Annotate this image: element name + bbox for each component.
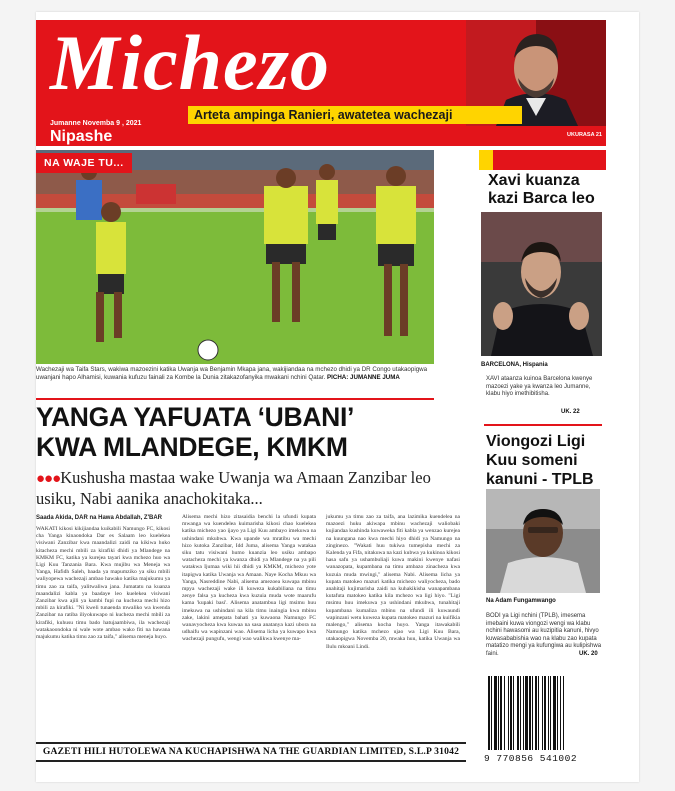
barcode-bar xyxy=(553,676,556,750)
barcode-bar xyxy=(529,676,531,750)
column-1-text: WAKATI kikosi kikijiandaa kuikabili Namungo FC, kikosi cha Yanga kinaondoka Dar es Salaam leo kuelekea visiwani Zanzibar kwa maandalizi zaidi na kikiwa huko kitacheza mechi mbili za kirafiki dhidi ya Mlandege na KMKM FC, katika ya kurejea tayari kwa mchezo huo wa Ligi Kuu Tanzania Bara. Kwa mujibu wa Meneja wa Yanga, Hafidh Saleh, baada ya mapumziko ya siku mbili waliyopewa wachezaji ambao hawako katika majukumu ya timu zao za taifa, yalitwaliwa jana. Jumatatu na kuanza maandalizi kabla ya baadaye leo kuelekea visiwani Zanzibar kwa ajili ya kambi fupi na kucheza mechi hizo mbili za kirafiki. "Ni kweli tunaenda mwaliko wa kwenda Zanzibar na ratiba iliyokuwapo ni kucheza mechi mbili za kirafiki, kuhusu timu bado hatujaambiwa, ila wachezaji watakaoondoka ni wale wote ambao wako fiti na hawana majukumu katika timu zao za taifa," alisema meneja huyo. xyxy=(36,526,170,641)
barcode-bar xyxy=(532,676,533,750)
barcode xyxy=(486,676,604,762)
column-3-text: jukumu ya timu zao za taifa, ana lazimika kuendelea na mazoezi huku akiwapa mbinu wachezaji waliobaki kujiandaa kushinda kuwaweka fiti kabla ya wenzao kurejea na kuungana nao kwa mechi hiyo dhidi ya Namungo na zinginezo. "Wakati huu tukiwa tumepisha mechi za Kalenda ya Fifa, nitakuwa na kazi kubwa ya kukinoa kikosi hasa safu ya ushambuliaji kuwa makini kwenye nafasi wanazopata, kupambana na timu ambazo zinacheza kwa kuzuia muda mwingi," alisema Nabi. Alisema licha ya kupata matokeo mazuri katika michezo waliyocheza, bado anahitaji kujimarisha zaidi na kuhakikisha wanapambana kutafuta matokeo katika kila mchezo wa ligi hiyo. "Ligi msimu huu imekuwa ya ushindani mkubwa, tunahitaji kupambana kumaliza mbinu na ufundi ili kuwaundi wapinzani wetu kuweza kupata matokeo mazuri na kuifikia malengo," alisema kocha huyo. Yanga itawakabili Namungo katika mchezo ujao wa Ligi Kuu Bara, utakaopigwa Novemba 20, mwaka huu, katika Uwanja wa Ilulu mkoani Lindi. xyxy=(326,514,460,650)
barcode-bar xyxy=(542,676,543,750)
sidebar-story-2-byline: Na Adam Fungamwango xyxy=(486,598,556,604)
sidebar-story-1-headline: Xavi kuanza kazi Barca leo xyxy=(488,172,595,207)
photo-caption xyxy=(36,366,434,382)
barcode-bar xyxy=(557,676,558,750)
sidebar-divider xyxy=(484,424,602,426)
publisher-footer: GAZETI HILI HUTOLEWA NA KUCHAPISHWA NA THE GUARDIAN LIMITED, S.L.P 31042 xyxy=(36,742,466,762)
barcode-bar xyxy=(550,676,551,750)
barcode-bar xyxy=(504,676,505,750)
barcode-bar xyxy=(523,676,524,750)
byline: Saada Akida, DAR na Hawa Abdallah, Z'BAR xyxy=(36,515,163,521)
barcode-bar xyxy=(498,676,499,750)
barcode-bar xyxy=(513,676,514,750)
column-2-text: Alisema mechi hizo zitasaidia benchi la ufundi kupata mwanga wa kuendelea kuimarisha kikosi chao kuelekea katika michezo yao ijayo ya Ligi Kuu ambayo imekuwa na ushindani mkubwa. Kwa upande wa mratibu wa mechi hizo kutoka Zanzibar, Idd Juma, alisema Yanga watakaa siku tatu visiwani humo kuanzia leo usiku ambapo watacheza mechi ya kwanza dhidi ya Mlandege na ya pili watakwa Ijumaa wiki hii dhidi ya KMKM, michezo yote itapigwa katika Uwanja wa Amaan. Naye Kocha Mkuu wa Yanga, Nasreddine Nabi, alisema amezoea kuwapa mbinu mpya wachezaji wake ili kuweza kukabiliana na timu zenye falsa ya kucheza kwa kuzuia muda wote maarufu kama 'kupaki basi'. Alisema anatambua ligi msimu huu imekuwa na ushindani na kila timu inaingia kwa mbinu zake, lakini amepata bahati ya kuwaona Namungo FC wanavyocheza kwa kuwaa na sasa anatanya kazi ubora na udhaifu wa wapinzani wao. Alisema licha ya kuwapo kwa wachezaji pungufu, wengi wao walikwa kwenye ma- xyxy=(182,514,316,643)
xavi-photo xyxy=(481,212,602,356)
story-deck xyxy=(36,468,456,508)
headline-line-1: YANGA YAFUATA ‘UBANI’ xyxy=(36,402,355,432)
barcode-bar xyxy=(544,676,546,750)
masthead xyxy=(36,20,606,146)
caption-text: Wachezaji wa Taifa Stars, wakiwa mazoezini katika Uwanja wa Benjamin Mkapa jana, wakijiandaa na mchezo dhidi ya DR Congo utakaopigwa uwanjani hapo Alhamisi, kuwania kufuzu fainali za Kombe la Dunia zitakazofanyika mwakani nchini Qatar. xyxy=(36,366,428,381)
sidebar-header-bar xyxy=(479,150,606,170)
masthead-page-ref: UKURASA 21 xyxy=(567,132,602,138)
photo-credit: PICHA: JUMANNE JUMA xyxy=(327,374,400,381)
barcode-bar xyxy=(548,676,549,750)
deck-bullets: ●●● xyxy=(36,471,61,487)
main-headline xyxy=(36,402,438,462)
barcode-number: 9 770856 541002 xyxy=(484,753,578,764)
story-column-1 xyxy=(36,514,170,641)
barcode-bar xyxy=(563,676,564,750)
barcode-bar xyxy=(525,676,528,750)
deck-text: Kushusha mastaa wake Uwanja wa Amaan Zanzibar leo usiku, Nabi aanika anachokitaka... xyxy=(36,468,431,508)
barcode-bar xyxy=(500,676,502,750)
story-columns xyxy=(36,514,460,734)
brand-name: Nipashe xyxy=(50,128,113,145)
sidebar-story-1-text: XAVI ataanza kuinoa Barcelona kwenye mazoezi yake ya kwanza leo Jumanne, klabu hiyo imethibitisha. xyxy=(486,376,593,398)
main-photo xyxy=(36,150,434,364)
story-column-3 xyxy=(326,514,460,651)
barcode-bar xyxy=(520,676,521,750)
barcode-bar xyxy=(488,676,490,750)
barcode-bar xyxy=(508,676,509,750)
sidebar-story-2-page: UK. 20 xyxy=(579,651,598,657)
barcode-bar xyxy=(510,676,512,750)
barcode-bar xyxy=(491,676,492,750)
issue-date: Jumanne Novemba 9 , 2021 xyxy=(50,120,142,127)
barcode-bar xyxy=(535,676,537,750)
barcode-bar xyxy=(494,676,497,750)
sidebar-story-1-dateline: BARCELONA, Hispania xyxy=(481,362,548,368)
barcode-bar xyxy=(560,676,561,750)
headline-line-2: KWA MLANDEGE, KMKM xyxy=(36,432,348,462)
sidebar-story-1-page: UK. 22 xyxy=(561,409,580,415)
masthead-title: Michezo xyxy=(50,19,330,106)
barcode-bar xyxy=(517,676,519,750)
barcode-bar xyxy=(538,676,539,750)
sidebar-story-2-headline: Viongozi Ligi Kuu someni kanuni - TPLB xyxy=(486,433,594,488)
headline-rule xyxy=(36,398,434,400)
masthead-tagline: Arteta ampinga Ranieri, awatetea wachezaji xyxy=(188,106,522,124)
photo-tag: NA WAJE TU... xyxy=(36,153,132,173)
official-photo xyxy=(486,489,600,593)
story-column-2 xyxy=(182,514,316,644)
sidebar-story-2-text: BODI ya Ligi nchini (TPLB), imesema imebaini kuwa viongozi wengi wa klabu nchini hawasomi au kuzipitia kanuni, hivyo kuwasababishia wao na klabu zao kupata matatizo mengi ya kufungiwa au kulipishwa faini. xyxy=(486,613,602,657)
